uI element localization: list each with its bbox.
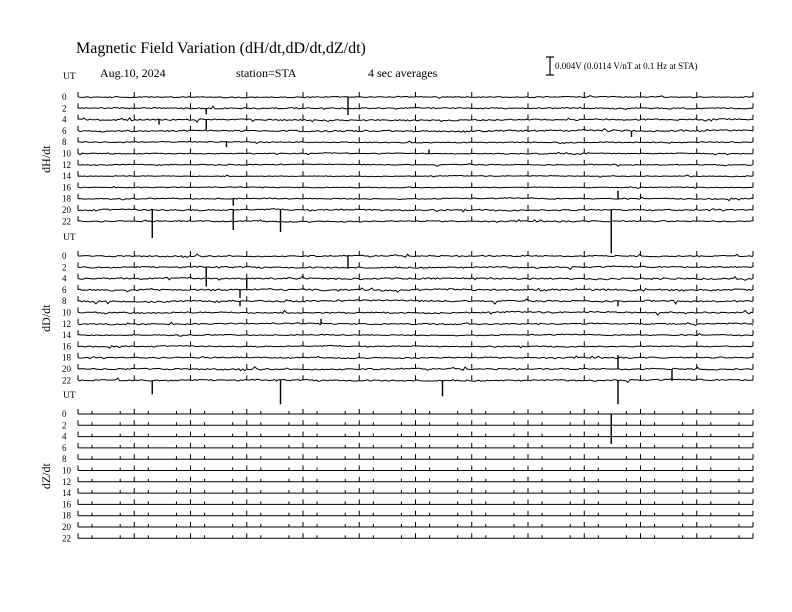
hour-label: 18 bbox=[62, 193, 71, 204]
hour-label: 4 bbox=[62, 273, 67, 284]
hour-label: 0 bbox=[62, 251, 67, 261]
hour-label: 6 bbox=[62, 442, 67, 453]
hour-label: 0 bbox=[62, 409, 67, 419]
hour-label: 2 bbox=[62, 103, 67, 114]
hour-label: 8 bbox=[62, 296, 67, 307]
hour-label: 16 bbox=[62, 499, 71, 510]
panel-ylabel: dZ/dt bbox=[39, 463, 53, 490]
panel-dZ-dt bbox=[39, 391, 753, 543]
hour-label: 22 bbox=[62, 533, 71, 544]
scale-bar bbox=[546, 57, 697, 75]
hour-label: 14 bbox=[62, 171, 71, 182]
hour-label: 10 bbox=[62, 465, 71, 476]
ut-label: UT bbox=[63, 233, 76, 243]
hour-label: 20 bbox=[62, 205, 71, 215]
hour-label: 8 bbox=[62, 454, 67, 465]
panel-ylabel: dH/dt bbox=[39, 145, 53, 173]
hour-label: 4 bbox=[62, 431, 67, 442]
scale-note: 0.004V (0.0114 V/nT at 0.1 Hz at STA) bbox=[555, 61, 698, 71]
hour-label: 14 bbox=[62, 330, 71, 341]
hour-label: 14 bbox=[62, 488, 71, 499]
panel-dD-dt bbox=[39, 233, 753, 404]
panel-dH-dt bbox=[39, 72, 753, 253]
hour-label: 16 bbox=[62, 341, 71, 352]
hour-label: 18 bbox=[62, 510, 71, 521]
hour-label: 2 bbox=[62, 420, 67, 431]
ut-label: UT bbox=[63, 72, 76, 82]
hour-label: 22 bbox=[62, 375, 71, 386]
hour-label: 6 bbox=[62, 284, 67, 295]
hour-label: 10 bbox=[62, 148, 71, 159]
hour-label: 22 bbox=[62, 216, 71, 227]
hour-label: 2 bbox=[62, 262, 67, 273]
chart-title: Magnetic Field Variation (dH/dt,dD/dt,dZ/dt) bbox=[76, 40, 366, 57]
hour-label: 18 bbox=[62, 352, 71, 363]
hour-label: 10 bbox=[62, 307, 71, 318]
hour-label: 4 bbox=[62, 114, 67, 125]
ut-label: UT bbox=[63, 391, 76, 401]
hour-label: 12 bbox=[62, 476, 71, 487]
panel-ylabel: dD/dt bbox=[39, 304, 53, 332]
averaging-label: 4 sec averages bbox=[368, 66, 438, 80]
hour-label: 20 bbox=[62, 364, 71, 374]
hour-label: 6 bbox=[62, 125, 67, 136]
hour-label: 12 bbox=[62, 318, 71, 329]
hour-label: 12 bbox=[62, 159, 71, 170]
station-label: station=STA bbox=[236, 66, 297, 80]
panels-group bbox=[39, 72, 753, 543]
hour-label: 8 bbox=[62, 137, 67, 148]
date-label: Aug.10, 2024 bbox=[100, 66, 166, 80]
hour-label: 20 bbox=[62, 522, 71, 532]
hour-label: 0 bbox=[62, 92, 67, 102]
hour-label: 16 bbox=[62, 182, 71, 193]
